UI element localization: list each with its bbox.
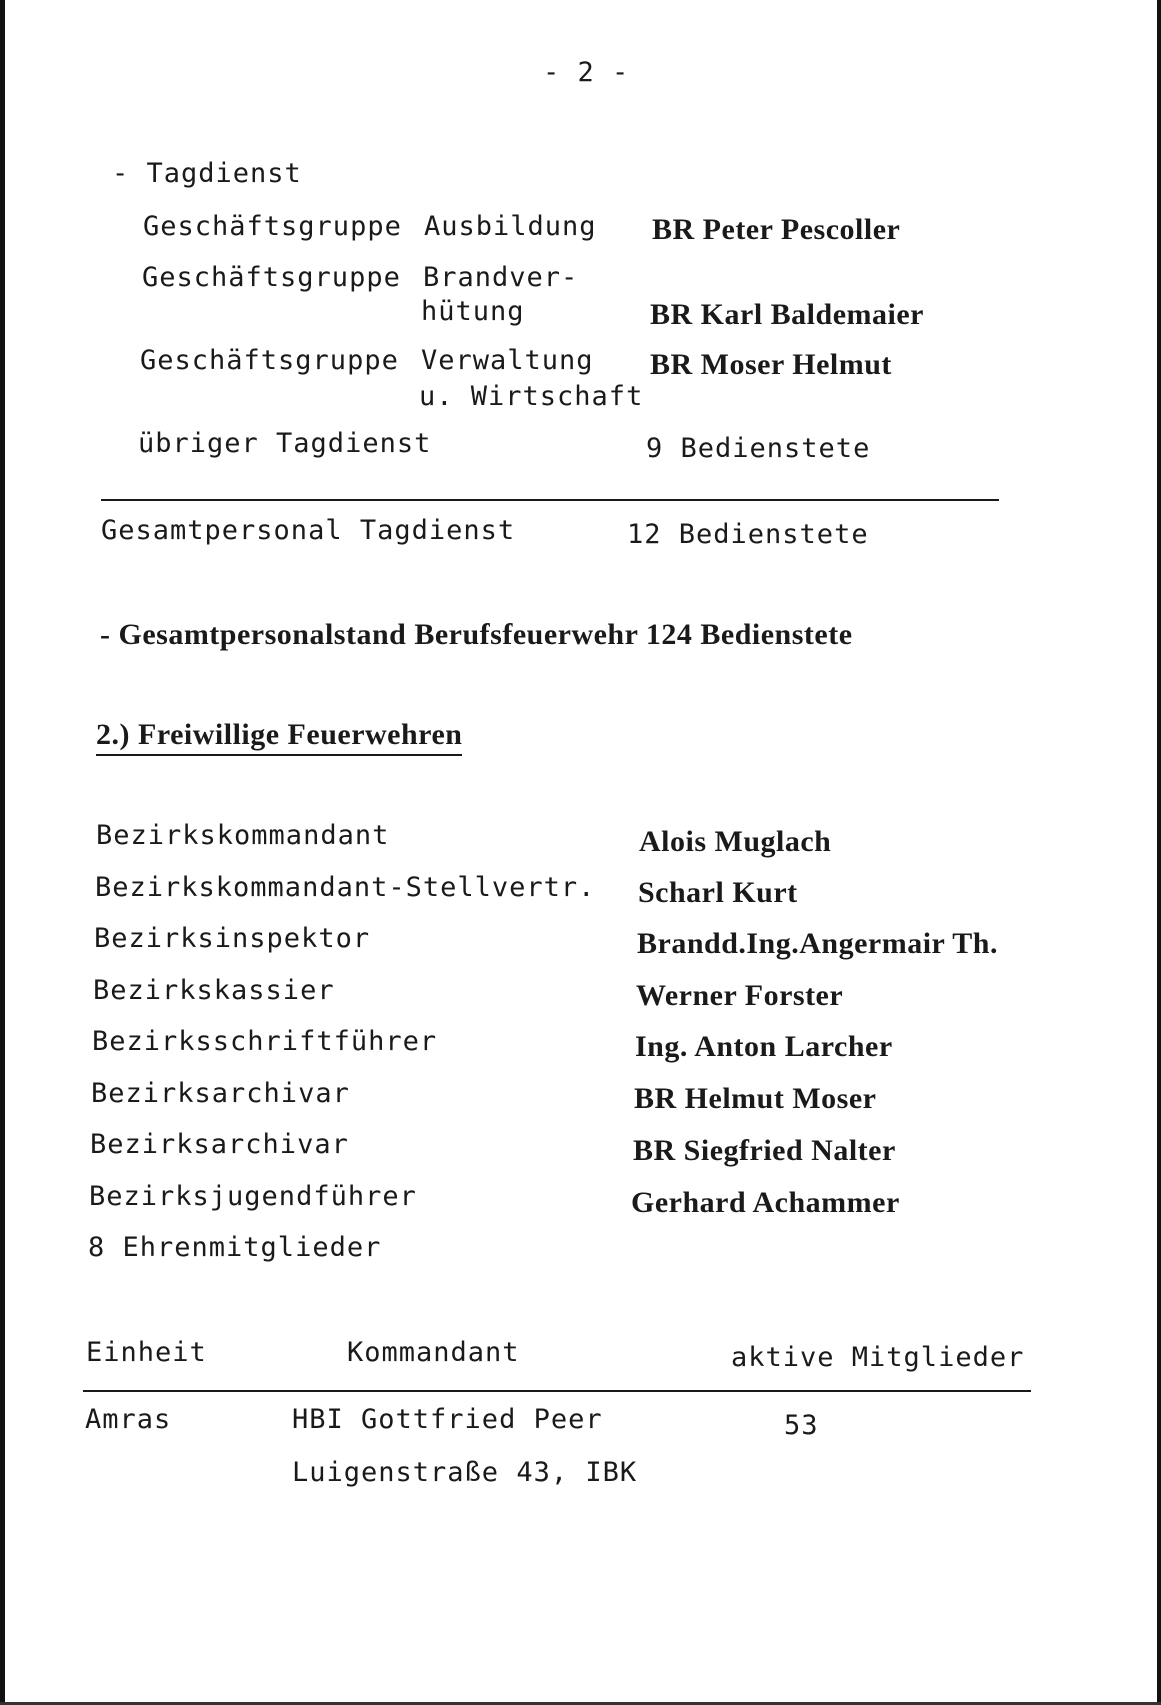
tagdienst-row-person: BR Karl Baldemaier — [650, 298, 924, 331]
role-label: Bezirkskommandant — [96, 820, 390, 851]
role-label: Bezirksarchivar — [90, 1129, 349, 1160]
gesamtpersonalstand: - Gesamtpersonalstand Berufsfeuerwehr 124 Bedienstete — [100, 618, 853, 651]
tagdienst-row-group: Geschäftsgruppe — [142, 262, 401, 293]
table-header-divider — [83, 1390, 1031, 1392]
scan-edge-right — [1157, 0, 1161, 1705]
total-divider — [101, 499, 999, 501]
table-cell-unit: Amras — [85, 1404, 172, 1435]
role-label: Bezirksarchivar — [91, 1078, 350, 1109]
tagdienst-other-value: 9 Bedienstete — [646, 433, 871, 464]
role-name: Ing. Anton Larcher — [635, 1030, 893, 1063]
tagdienst-heading: - Tagdienst — [112, 158, 302, 189]
tagdienst-row-area: Brandver- — [423, 262, 579, 293]
role-label: Bezirksjugendführer — [89, 1181, 417, 1212]
tagdienst-total-value: 12 Bedienstete — [627, 519, 869, 550]
role-name: BR Helmut Moser — [634, 1082, 877, 1115]
table-header-unit: Einheit — [86, 1337, 207, 1368]
tagdienst-row-area: Ausbildung — [424, 211, 597, 242]
role-label: Bezirksschriftführer — [92, 1026, 438, 1057]
table-cell-commander: HBI Gottfried Peer — [292, 1404, 603, 1435]
role-label: Bezirkskassier — [93, 975, 335, 1006]
role-name: Scharl Kurt — [638, 876, 798, 909]
scan-edge-left — [0, 0, 5, 1705]
tagdienst-row-person: BR Moser Helmut — [650, 348, 892, 381]
tagdienst-row-person: BR Peter Pescoller — [652, 213, 901, 246]
role-label: Bezirksinspektor — [94, 923, 371, 954]
tagdienst-other-label: übriger Tagdienst — [138, 428, 432, 459]
role-name: BR Siegfried Nalter — [633, 1134, 896, 1167]
honorary-members: 8 Ehrenmitglieder — [88, 1232, 382, 1263]
tagdienst-row-group: Geschäftsgruppe — [143, 211, 402, 242]
role-name: Gerhard Achammer — [631, 1186, 900, 1219]
role-name: Alois Muglach — [639, 825, 832, 858]
tagdienst-row-area: Verwaltung — [421, 345, 594, 376]
tagdienst-row-area2: u. Wirtschaft — [419, 381, 644, 412]
tagdienst-row-group: Geschäftsgruppe — [140, 345, 399, 376]
section-title: 2.) Freiwillige Feuerwehren — [96, 718, 462, 756]
tagdienst-total-label: Gesamtpersonal Tagdienst — [101, 515, 516, 546]
table-header-members: aktive Mitglieder — [731, 1342, 1025, 1373]
table-header-commander: Kommandant — [347, 1337, 520, 1368]
page-number: - 2 - — [543, 57, 630, 88]
table-cell-address: Luigenstraße 43, IBK — [292, 1457, 638, 1488]
tagdienst-row-area2: hütung — [421, 296, 525, 327]
role-name: Werner Forster — [636, 979, 844, 1012]
table-cell-members: 53 — [784, 1410, 819, 1441]
role-name: Brandd.Ing.Angermair Th. — [637, 927, 998, 960]
role-label: Bezirkskommandant-Stellvertr. — [95, 872, 596, 903]
